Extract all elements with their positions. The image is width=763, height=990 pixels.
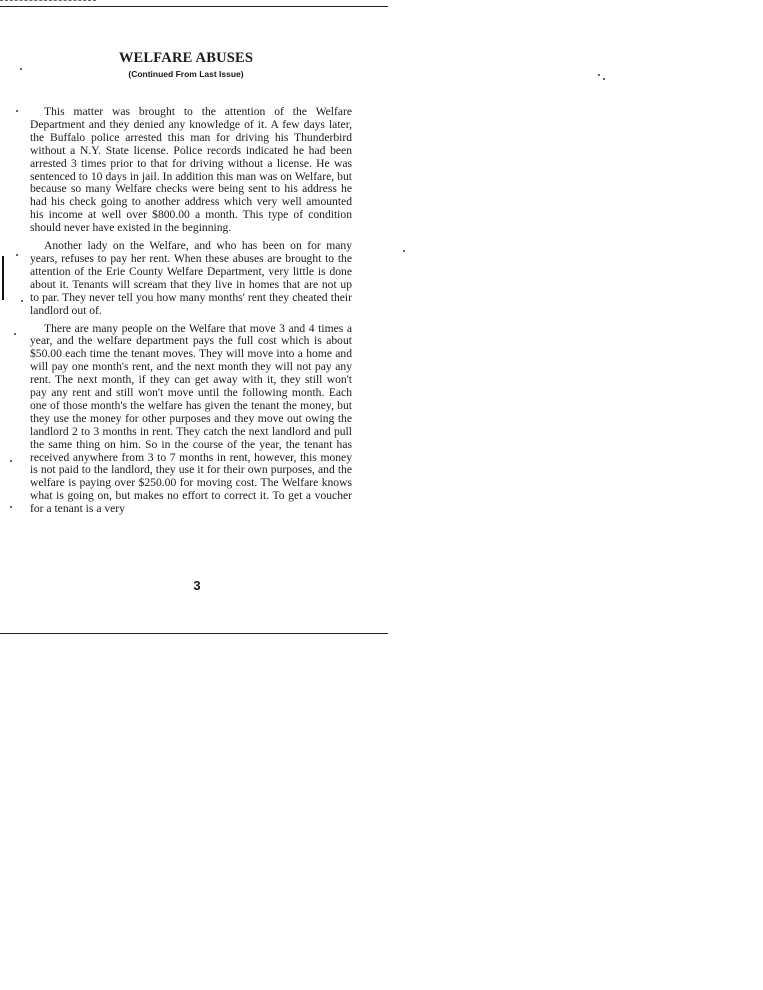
paragraph-3: There are many people on the Welfare that move 3 and 4 times a year, and the welfare department pays the full cost which is about $50.00 each time the tenant moves. They will move into a home and will pay one month's rent, and the next month they will not pay any rent. The next month, if they can get away with it, they still won't pay any rent and still won't move until the following month. Each one of those month's the welfare has given the tenant the money, but they use the money for other purposes and they move out owing the landlord 2 to 3 months in rent. They catch the next landlord and pull the same thing on him. So in the course of the year, the tenant has received anywhere from 3 to 7 months in rent, however, this money is not paid to the landlord, they use it for their own purposes, and the welfare is paying over $250.00 for moving cost. The Welfare knows what is going on, but makes no effort to correct it. To get a voucher for a tenant is a very xyxy=(30,321,352,516)
scan-speck xyxy=(403,250,405,252)
scan-speck xyxy=(603,78,605,80)
scan-speck xyxy=(16,110,18,112)
paragraph-1: This matter was brought to the attention of the Welfare Department and they denied any knowledge of it. A few days later, the Buffalo police arrested this man for driving his Thunderbird without a N.Y. State license. Police records indicated he had been arrested 3 times prior to that for driving without a license. He was sentenced to 10 days in jail. In addition this man was on Welfare, but because so many Welfare checks were being sent to his address he had his check going to another address which very well amounted his income at well over $800.00 a month. This type of condition should never have existed in the beginning. xyxy=(30,105,352,235)
scan-speck xyxy=(598,74,600,76)
article-subtitle: (Continued From Last Issue) xyxy=(128,69,244,79)
article-title: WELFARE ABUSES xyxy=(118,50,254,66)
article-body xyxy=(30,106,352,521)
scan-speck xyxy=(10,460,12,462)
scan-speck xyxy=(16,254,18,256)
scan-speck xyxy=(14,333,16,335)
scan-speck xyxy=(20,68,22,70)
top-dashed-rule xyxy=(0,0,96,1)
scan-speck xyxy=(21,300,23,302)
page-number: 3 xyxy=(193,578,201,593)
scan-margin-mark xyxy=(2,256,4,300)
bottom-rule xyxy=(0,633,388,634)
scan-speck xyxy=(10,506,12,508)
top-rule xyxy=(0,6,388,7)
paragraph-2: Another lady on the Welfare, and who has been on for many years, refuses to pay her rent. When these abuses are brought to the attention of the Erie County Welfare Department, very little is done about it. Tenants will scream that they live in homes that are not up to par. They never tell you how many months' rent they cheated their landlord out of. xyxy=(30,239,352,317)
